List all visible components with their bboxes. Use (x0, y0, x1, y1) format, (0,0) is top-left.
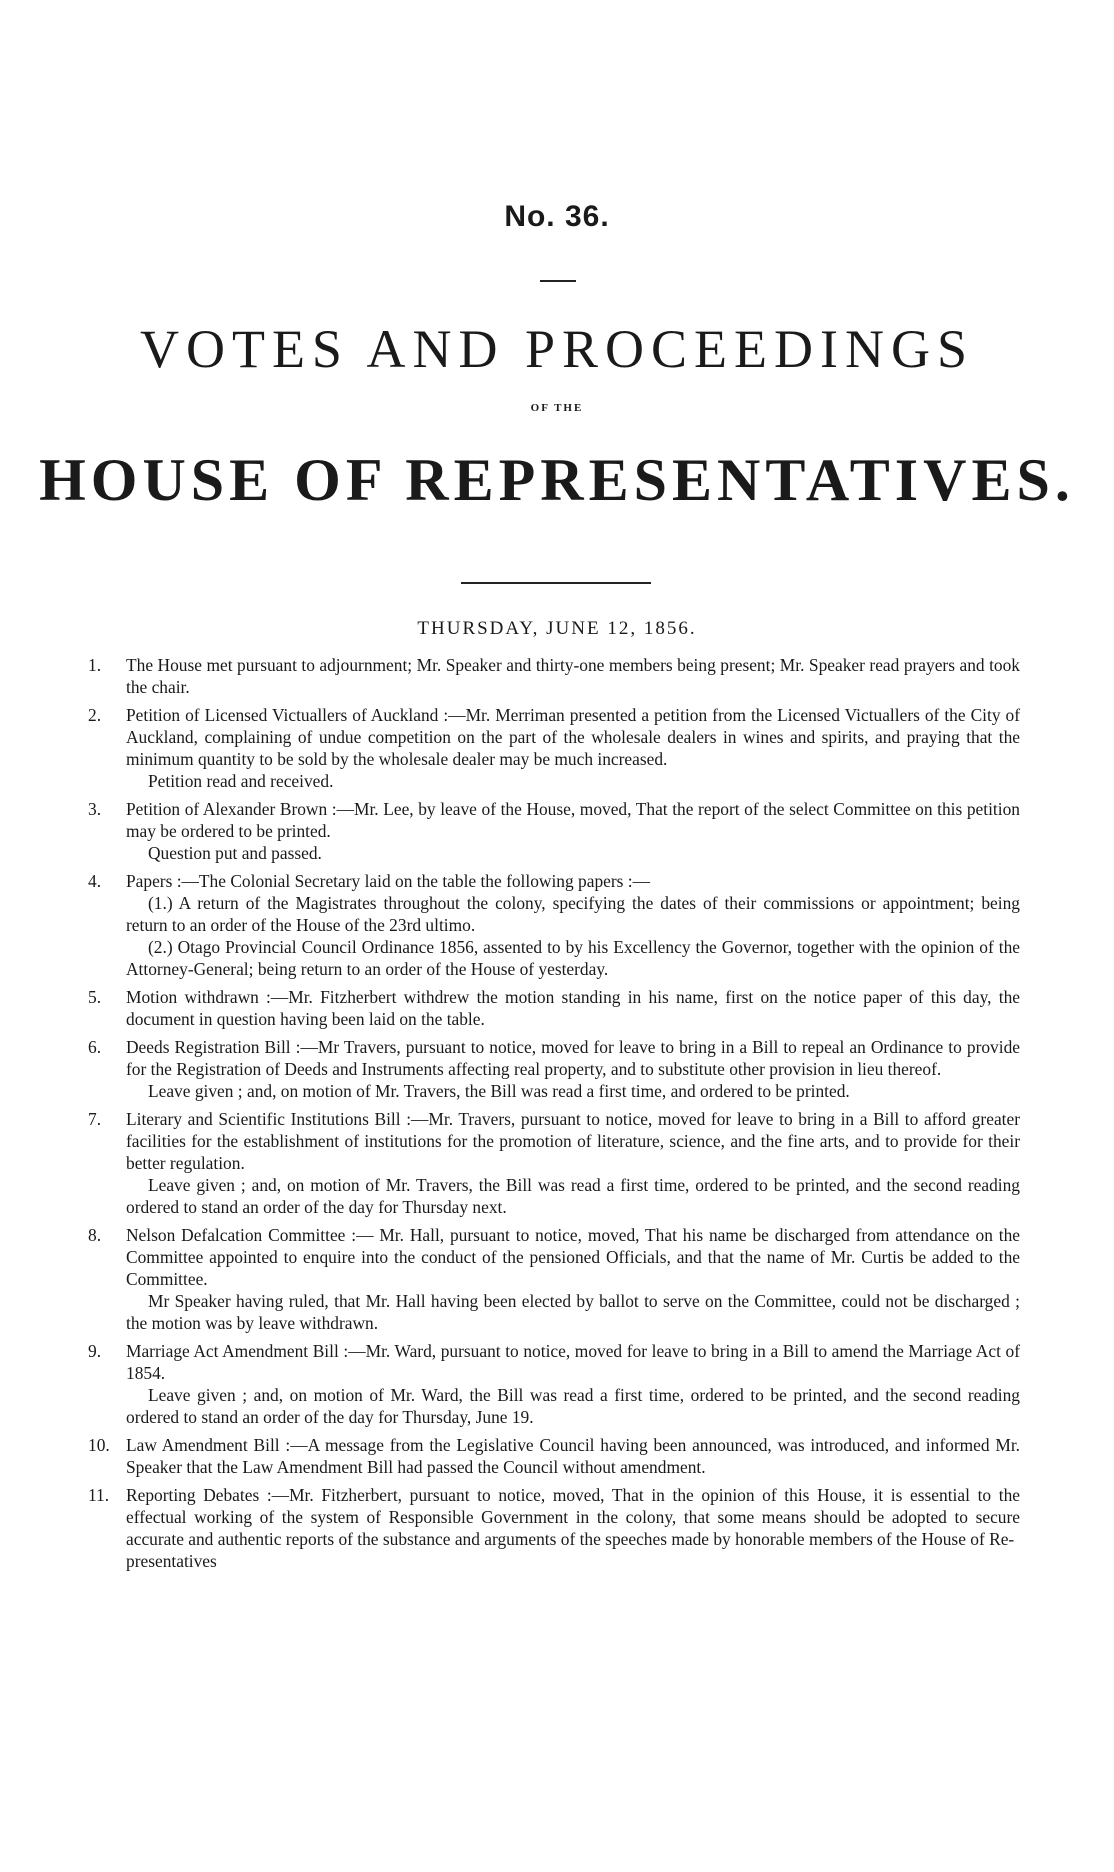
proceedings-list (88, 654, 1020, 1578)
item-number: 4. (88, 871, 102, 891)
proceeding-item-7 (88, 1108, 1020, 1218)
item-number: 9. (88, 1341, 102, 1361)
item-text: Literary and Scientific Institutions Bill :—Mr. Travers, pursuant to notice, moved for leave to bring in a Bill to afford greater facilities for the establishment of institutions for the promotion of literature, science, and the fine arts, and to provide for their better regulation. (126, 1109, 1020, 1173)
proceeding-item-5 (88, 986, 1020, 1030)
item-text: Papers :—The Colonial Secretary laid on the table the following papers :— (126, 871, 650, 891)
item-text: Reporting Debates :—Mr. Fitzherbert, pursuant to notice, moved, That in the opinion of this House, it is essential to the effectual working of the system of Responsible Government in the colony, that some means should be adopted to secure accurate and authentic reports of the substance and arguments of the speeches made by honorable members of the House of Re- (126, 1485, 1020, 1549)
document-number: No. 36. (504, 200, 610, 233)
item-sub-paper-1: (1.) A return of the Magistrates throughout the colony, specifying the dates of their commissions or appointment; being return to an order of the House of the 23rd ultimo. (126, 893, 1020, 935)
item-number: 11. (88, 1485, 110, 1505)
proceeding-item-6 (88, 1036, 1020, 1102)
proceeding-item-8 (88, 1224, 1020, 1334)
item-text: Deeds Registration Bill :—Mr Travers, pursuant to notice, moved for leave to bring in a Bill to repeal an Ordinance to provide for the Registration of Deeds and Instruments affecting real property, and to substitute other provision in lieu thereof. (126, 1037, 1020, 1079)
item-text: Law Amendment Bill :—A message from the Legislative Council having been announced, was introduced, and informed Mr. Speaker that the Law Amendment Bill had passed the Council without amendment. (126, 1435, 1020, 1477)
proceeding-item-3 (88, 798, 1020, 864)
item-outcome: Leave given ; and, on motion of Mr. Ward, the Bill was read a first time, ordered to be printed, and the second reading ordered to stand an order of the day for Thursday, June 19. (126, 1385, 1020, 1427)
item-text: Marriage Act Amendment Bill :—Mr. Ward, pursuant to notice, moved for leave to bring in a Bill to amend the Marriage Act of 1854. (126, 1341, 1020, 1383)
item-text: The House met pursuant to adjournment; Mr. Speaker and thirty-one members being present; Mr. Speaker read prayers and took the chair. (126, 655, 1020, 697)
item-number: 3. (88, 799, 102, 819)
item-number: 2. (88, 705, 102, 725)
short-divider-rule (540, 280, 576, 282)
item-text: Nelson Defalcation Committee :— Mr. Hall, pursuant to notice, moved, That his name be discharged from attendance on the Committee appointed to enquire into the conduct of the pensioned Officials, and that the name of Mr. Curtis be added to the Committee. (126, 1225, 1020, 1289)
item-number: 10. (88, 1435, 110, 1455)
proceeding-item-4 (88, 870, 1020, 980)
item-text: Motion withdrawn :—Mr. Fitzherbert withdrew the motion standing in his name, first on the notice paper of this day, the document in question having been laid on the table. (126, 987, 1020, 1029)
item-number: 5. (88, 987, 102, 1007)
item-number: 8. (88, 1225, 102, 1245)
item-number: 6. (88, 1037, 102, 1057)
item-sub-paper-2: (2.) Otago Provincial Council Ordinance 1856, assented to by his Excellency the Governor, together with the opinion of the Attorney-General; being return to an order of the House of yesterday. (126, 937, 1020, 979)
item-outcome: Leave given ; and, on motion of Mr. Travers, the Bill was read a first time, ordered to be printed, and the second reading ordered to stand an order of the day for Thursday next. (126, 1175, 1020, 1217)
title-votes-and-proceedings: VOTES AND PROCEEDINGS (139, 319, 975, 379)
item-number: 7. (88, 1109, 102, 1129)
title-house-of-representatives: HOUSE OF REPRESENTATIVES. (39, 447, 1075, 513)
proceeding-item-11 (88, 1484, 1020, 1572)
proceeding-item-10 (88, 1434, 1020, 1478)
long-divider-rule (461, 582, 651, 584)
proceeding-item-1 (88, 654, 1020, 698)
item-outcome: Petition read and received. (148, 771, 334, 791)
item-text: Petition of Alexander Brown :—Mr. Lee, by leave of the House, moved, That the report of the select Committee on this petition may be ordered to be printed. (126, 799, 1020, 841)
item-outcome: Question put and passed. (148, 843, 322, 863)
proceeding-item-9 (88, 1340, 1020, 1428)
item-outcome: Mr Speaker having ruled, that Mr. Hall having been elected by ballot to serve on the Committee, could not be discharged ; the motion was by leave withdrawn. (126, 1291, 1020, 1333)
catchword: presentatives (126, 1551, 217, 1571)
session-date: THURSDAY, JUNE 12, 1856. (417, 618, 697, 639)
item-number: 1. (88, 655, 102, 675)
title-of-the: OF THE (530, 402, 584, 414)
proceeding-item-2 (88, 704, 1020, 792)
item-text: Petition of Licensed Victuallers of Auckland :—Mr. Merriman presented a petition from the Licensed Victuallers of the City of Auckland, complaining of undue competition on the part of the wholesale dealers in wines and spirits, and praying that the minimum quantity to be sold by the wholesale dealer may be much increased. (126, 705, 1020, 769)
item-outcome: Leave given ; and, on motion of Mr. Travers, the Bill was read a first time, and ordered to be printed. (148, 1081, 850, 1101)
